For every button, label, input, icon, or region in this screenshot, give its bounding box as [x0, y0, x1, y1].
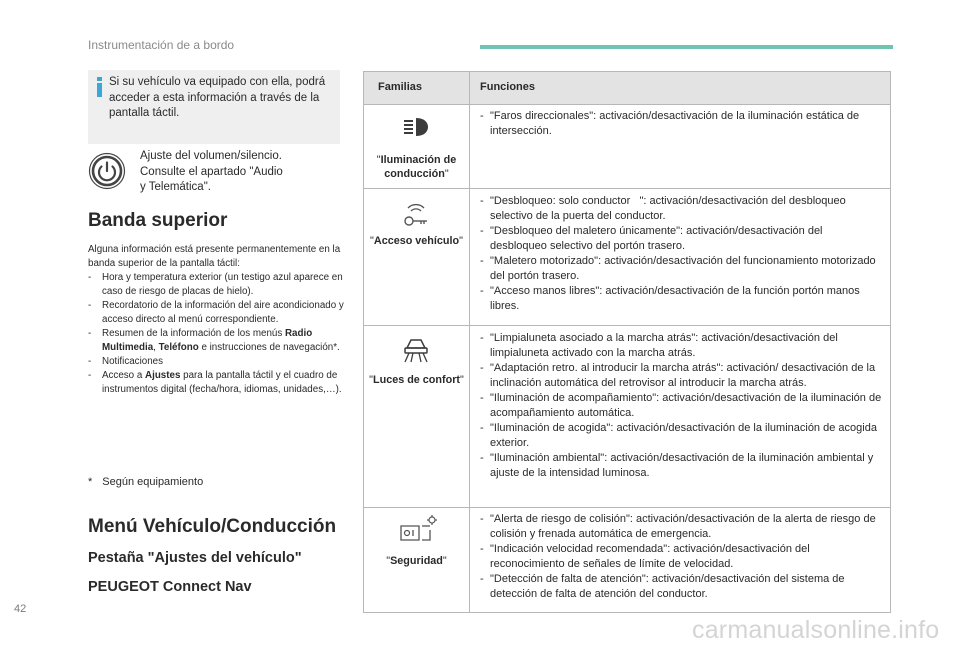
functions-list [480, 512, 882, 602]
banda-intro: Alguna información está presente permanentemente en la banda superior de la pantalla táctil: [88, 244, 341, 269]
safety-icon [398, 514, 438, 542]
family-label: "Luces de confort" [369, 374, 464, 386]
list-item: - "Maletero motorizado": activación/desactivación del funcionamiento motorizado del portón trasero. [480, 255, 876, 282]
banda-superior-body [88, 243, 350, 397]
table-header [364, 72, 890, 105]
info-note [88, 70, 340, 144]
family-label: "Acceso vehículo" [370, 235, 463, 247]
list-item: - "Acceso manos libres": activación/desactivación de la función portón manos libres. [480, 285, 860, 312]
list-item: - Recordatorio de la información del aire acondicionado y acceso directo al menú correspondiente. [88, 300, 344, 325]
col-header-familias: Familias [378, 81, 423, 93]
family-label: "Seguridad" [386, 555, 447, 567]
list-item: - "Limpialuneta asociado a la marcha atrás": activación/desactivación del limpialuneta activado con la marcha atrás. [480, 332, 838, 359]
list-item: - "Alerta de riesgo de colisión": activación/desactivación de la alerta de riesgo de colisión y frenada automática de emergencia. [480, 513, 876, 540]
headlight-icon [400, 115, 432, 139]
list-item: - "Indicación velocidad recomendada": activación/desactivación del reconocimiento de señales de límite de velocidad. [480, 543, 810, 570]
table-row [364, 508, 890, 613]
connect-nav-heading: PEUGEOT Connect Nav [88, 579, 252, 595]
comfort-lights-icon [400, 336, 432, 364]
list-item: - "Adaptación retro. al introducir la marcha atrás": activación/ desactivación de la inclinación automática del retrovisor al introducir la marcha atrás. [480, 362, 876, 389]
key-access-icon [400, 201, 432, 229]
footnote: * Según equipamiento [88, 476, 204, 488]
family-label: "Iluminación de conducción" [376, 154, 457, 180]
list-item: - "Iluminación ambiental": activación/desactivación de la iluminación ambiental y ajuste de la intensidad luminosa. [480, 452, 874, 479]
table-row [364, 105, 890, 189]
list-item: - "Faros direccionales": activación/desactivación de la iluminación estática de intersección. [480, 110, 860, 137]
table-row [364, 189, 890, 326]
list-item: - Notificaciones [88, 356, 163, 367]
column-divider [469, 72, 470, 612]
table-row [364, 326, 890, 508]
functions-list [480, 194, 882, 314]
list-item: - "Desbloqueo: solo conductor ": activación/desactivación del desbloqueo selectivo de la puerta del conductor. [480, 195, 846, 222]
settings-table [363, 71, 891, 613]
info-note-text: Si su vehículo va equipado con ella, podrá acceder a esta información a través de la pantalla táctil. [109, 76, 326, 119]
pestana-heading: Pestaña "Ajustes del vehículo" [88, 550, 302, 566]
section-title: Instrumentación de a bordo [88, 38, 235, 52]
list-item: - Acceso a Ajustes para la pantalla táctil y el cuadro de instrumentos digital (fecha/hora, idiomas, unidades,…). [88, 370, 342, 395]
list-item: - "Iluminación de acogida": activación/desactivación de la iluminación de acogida exterior. [480, 422, 877, 449]
info-icon [93, 76, 107, 98]
list-item: - "Iluminación de acompañamiento": activación/desactivación de la iluminación de acompañamiento automática. [480, 392, 882, 419]
volume-description: Ajuste del volumen/silencio. Consulte el apartado "Audio y Telemática". [140, 150, 283, 193]
list-item: - Hora y temperatura exterior (un testigo azul aparece en caso de riesgo de placas de hielo). [88, 272, 343, 297]
watermark: carmanualsonline.info [692, 616, 940, 644]
banda-superior-heading: Banda superior [88, 210, 228, 231]
power-button-icon [88, 152, 126, 190]
functions-list [480, 331, 882, 481]
functions-list [480, 109, 882, 139]
list-item: - "Desbloqueo del maletero únicamente": activación/desactivación del desbloqueo selectivo del portón trasero. [480, 225, 823, 252]
col-header-funciones: Funciones [480, 81, 536, 93]
list-item: - "Detección de falta de atención": activación/desactivación del sistema de detección de falta de atención del conductor. [480, 573, 845, 600]
page-number: 42 [14, 603, 27, 615]
section-accent-bar [480, 45, 893, 49]
menu-vehiculo-heading: Menú Vehículo/Conducción [88, 516, 337, 537]
list-item: - Resumen de la información de los menús Radio Multimedia, Teléfono e instrucciones de navegación*. [88, 328, 340, 353]
